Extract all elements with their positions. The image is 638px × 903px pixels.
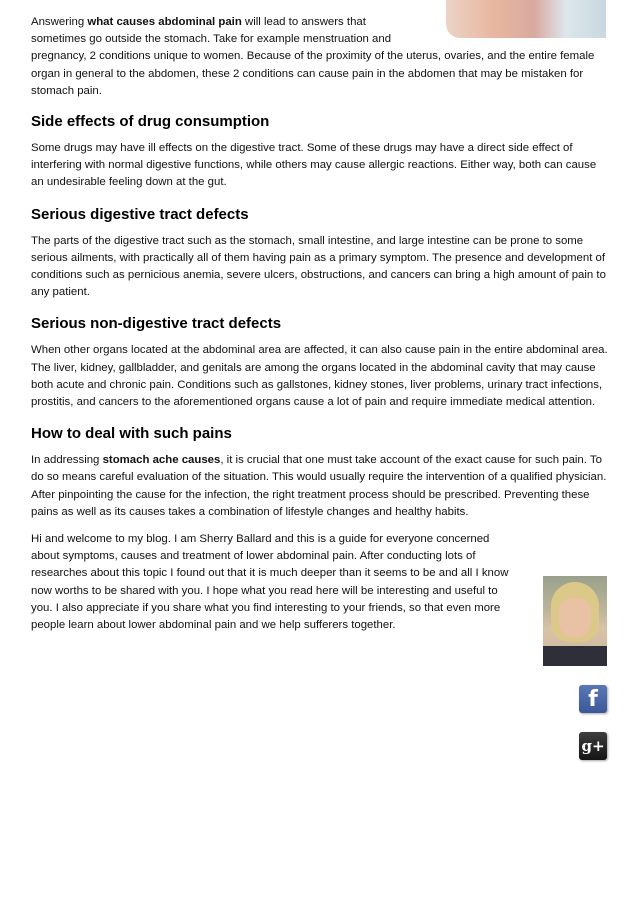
- deal-prefix: In addressing: [31, 454, 103, 467]
- section-heading-drug: Side effects of drug consumption: [31, 113, 270, 131]
- section-heading-digestive: Serious digestive tract defects: [31, 205, 249, 223]
- deal-rest: , it is crucial that one must take account of the exact cause for such pain. To do so means careful evaluation of the situation. This would usually require the intervention of a qualified physician. After pinpointing the cause for the infection, the right treatment process should be prescribed. Preventing these pains as well as its causes takes a combination of lifestyle changes and healthy habits.: [31, 454, 607, 518]
- intro-prefix: Answering: [31, 16, 88, 28]
- google-plus-icon[interactable]: g+: [579, 732, 607, 760]
- section-heading-non-digestive: Serious non-digestive tract defects: [31, 315, 282, 333]
- deal-keyword: stomach ache causes: [102, 454, 221, 467]
- facebook-icon[interactable]: f: [579, 685, 607, 713]
- intro-line2: sometimes go outside the stomach. Take for example menstruation and: [31, 33, 392, 46]
- intro-keyword: what causes abdominal pain: [87, 16, 242, 28]
- section-body-drug: Some drugs may have ill effects on the digestive tract. Some of these drugs may have a direct side effect of interfering with normal digestive functions, while others may cause allergic reactions. Either way, both can cause an undesirable feeling down at the gut.: [31, 142, 597, 189]
- section-body-non-digestive: When other organs located at the abdominal area are affected, it can also cause pain in the entire abdominal area. The liver, kidney, gallbladder, and genitals are among the organs located in the abdominal cavity that may cause both acute and chronic pain. Conditions such as gallstones, kidney stones, liver problems, urinary tract infections, prostitis, and cancers to the aforementioned organs cause a lot of pain and require immediate medical attention.: [31, 344, 608, 409]
- section-body-deal: [31, 452, 609, 521]
- intro-paragraph-rest: pregnancy, 2 conditions unique to women. Because of the proximity of the uterus, ovaries, and the entire female organ in general to the abdomen, these 2 conditions can cause pain in the abdomen that may be mistaken for stomach pain.: [31, 50, 595, 97]
- intro-paragraph-top: [31, 14, 419, 48]
- article: [31, 14, 609, 634]
- section-heading-deal: How to deal with such pains: [31, 425, 232, 443]
- author-avatar: [543, 576, 607, 666]
- section-body-digestive: The parts of the digestive tract such as the stomach, small intestine, and large intestine can be prone to some serious ailments, with practically all of them having pain as a primary symptom. The presence and development of conditions such as pernicious anemia, severe ulcers, obstructions, and cancers can bring a high amount of pain to any patient.: [31, 234, 606, 299]
- intro-line1-rest: will lead to answers that: [241, 16, 366, 28]
- author-bio: Hi and welcome to my blog. I am Sherry Ballard and this is a guide for everyone concerned about symptoms, causes and treatment of lower abdominal pain. After conducting lots of researches about this topic I found out that it is much deeper than it seems to be and all I know now worths to be shared with you. I hope what you read here will be interesting and useful to you. I also appreciate if you share what you find interesting to your friends, so that even more people learn about lower abdominal pain and we help sufferers together.: [31, 533, 509, 632]
